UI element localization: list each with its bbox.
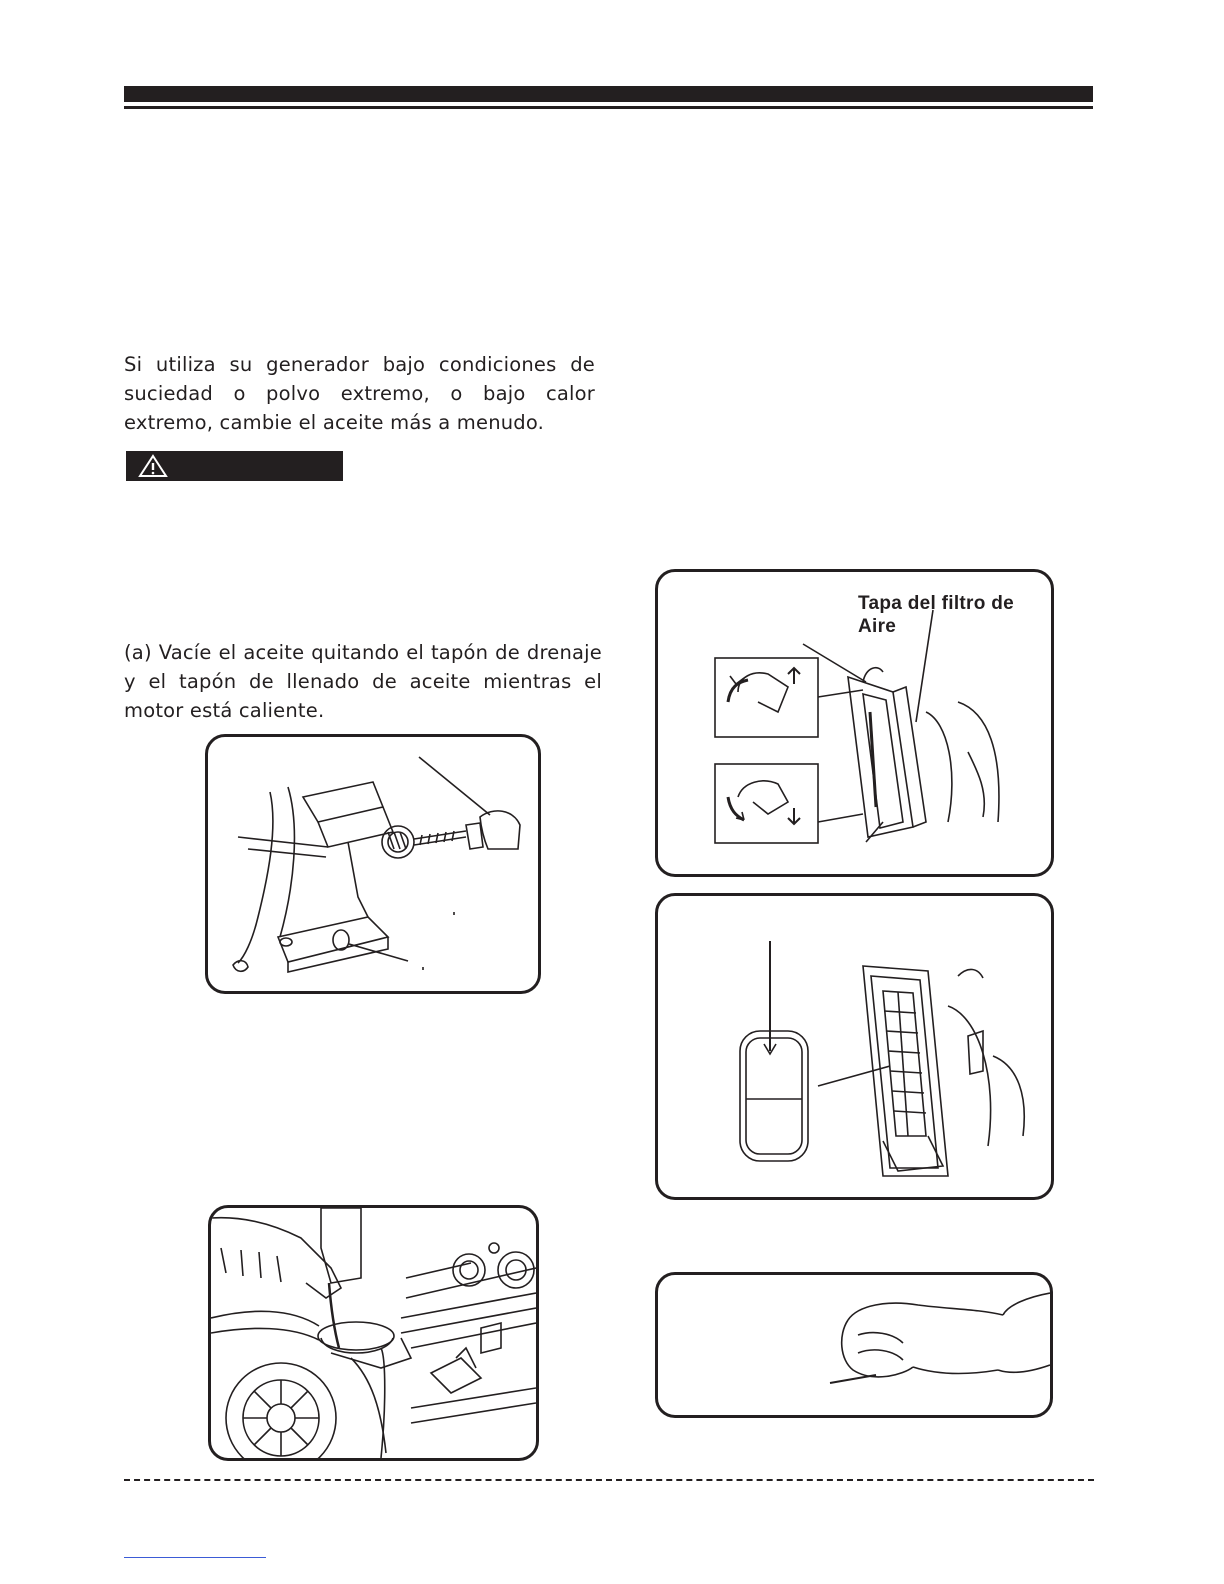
air-filter-cover-figure — [655, 569, 1054, 877]
squeeze-filter-figure — [655, 1272, 1053, 1418]
step-a-drain-oil-text: (a) Vacíe el aceite quitando el tapón de drenaje y el tapón de llenado de aceite mientras el motor está caliente. — [124, 641, 602, 722]
oil-refill-illustration — [211, 1208, 536, 1458]
drain-plug-figure — [205, 734, 541, 994]
footer-dashed-rule — [124, 1479, 1094, 1481]
hand-squeeze-illustration — [658, 1275, 1050, 1415]
oil-change-conditions-text: Si utiliza su generador bajo condiciones de suciedad o polvo extremo, o bajo calor extremo, cambie el aceite más a menudo. — [124, 353, 595, 434]
oil-refill-figure — [208, 1205, 539, 1461]
air-filter-element-figure — [655, 893, 1054, 1200]
header-rule-thick — [124, 86, 1093, 102]
warning-banner — [126, 451, 343, 481]
air-filter-element-illustration — [658, 896, 1051, 1197]
warning-triangle-icon — [138, 454, 168, 478]
air-filter-cover-illustration — [658, 572, 1051, 874]
header-rule-thin — [124, 106, 1093, 109]
air-filter-cover-label: Tapa del filtro de Aire — [858, 593, 1015, 637]
footer-link-underline — [124, 1557, 266, 1558]
engine-drain-illustration — [208, 737, 538, 991]
